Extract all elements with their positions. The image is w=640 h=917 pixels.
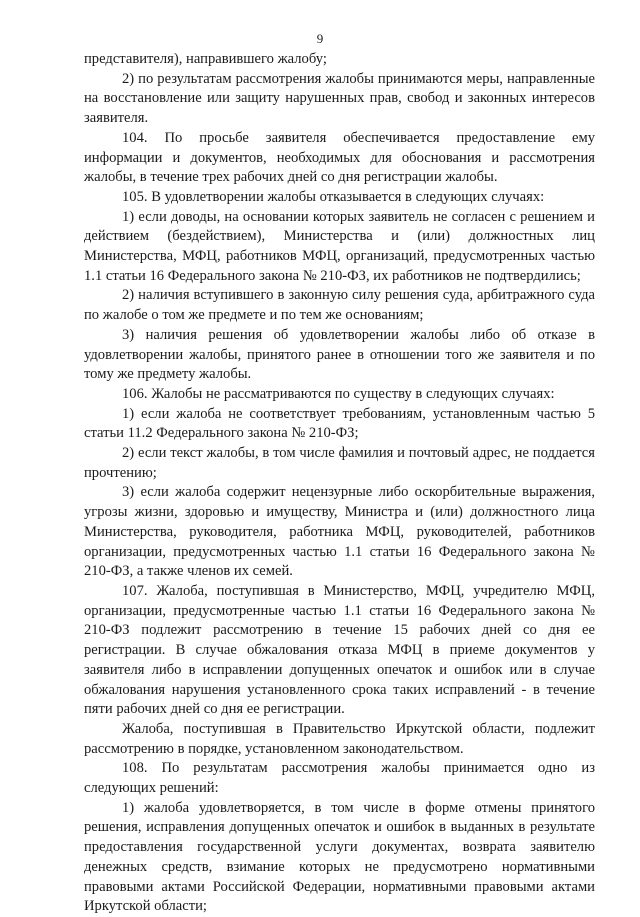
paragraph: 106. Жалобы не рассматриваются по существу в следующих случаях:: [122, 385, 555, 402]
paragraph: 2) по результатам рассмотрения жалобы принимаются меры, направленные на восстановление или защиту нарушенных прав, свобод и законных интересов заявителя.: [84, 70, 595, 127]
paragraph: 108. По результатам рассмотрения жалобы принимается одно из следующих решений:: [84, 760, 595, 797]
page-number: 9: [316, 31, 324, 46]
paragraph: 2) если текст жалобы, в том числе фамилия и почтовый адрес, не поддается прочтению;: [84, 445, 595, 481]
paragraph: 1) если доводы, на основании которых заявитель не согласен с решением и действием (бездействием), Министерства и (или) должностных лиц Министерства, МФЦ, работников МФЦ, организаций, предусмотренных частью 1.1 статьи 16 Федерального закона № 210-ФЗ, их работников не подтвердились;: [84, 208, 595, 284]
paragraph: Жалоба, поступившая в Правительство Иркутской области, подлежит рассмотрению в порядке, установленном законодательством.: [84, 720, 595, 757]
paragraph: 1) если жалоба не соответствует требованиям, установленным частью 5 статьи 11.2 Федерального закона № 210-ФЗ;: [84, 405, 595, 442]
document-body: [84, 50, 595, 917]
paragraph: 104. По просьбе заявителя обеспечивается предоставление ему информации и документов, необходимых для обоснования и рассмотрения жалобы, в течение трех рабочих дней со дня регистрации жалобы.: [84, 129, 595, 186]
paragraph: 1) жалоба удовлетворяется, в том числе в форме отмены принятого решения, исправления допущенных опечаток и ошибок в выданных в результате предоставления государственной услуги документах, возврата заявителю денежных средств, взимание которых не предусмотрено нормативными правовыми актами Российской Федерации, нормативными правовыми актами Иркутской области;: [84, 799, 595, 915]
paragraph: 105. В удовлетворении жалобы отказывается в следующих случаях:: [122, 188, 545, 205]
paragraph: 3) если жалоба содержит нецензурные либо оскорбительные выражения, угрозы жизни, здоровью и имуществу, Министра и (или) должностного лица Министерства, руководителя, работника МФЦ, руководителей, работников организации, предусмотренных частью 1.1 статьи 16 Федерального закона № 210-ФЗ, а также членов их семей.: [84, 484, 595, 580]
paragraph: 3) наличия решения об удовлетворении жалобы либо об отказе в удовлетворении жалобы, принятого ранее в отношении того же заявителя и по тому же предмету жалобы.: [84, 326, 595, 383]
paragraph: 107. Жалоба, поступившая в Министерство, МФЦ, учредителю МФЦ, организации, предусмотренные частью 1.1 статьи 16 Федерального закона № 210-ФЗ подлежит рассмотрению в течение 15 рабочих дней со дня ее регистрации. В случае обжалования отказа МФЦ в приеме документов у заявителя либо в исправлении допущенных опечаток и ошибок или в случае обжалования нарушения установленного срока таких исправлений - в течение пяти рабочих дней со дня ее регистрации.: [84, 582, 595, 718]
paragraph: представителя), направившего жалобу;: [84, 51, 327, 67]
paragraph: 2) наличия вступившего в законную силу решения суда, арбитражного суда по жалобе о том же предмете и по тем же основаниям;: [84, 287, 595, 324]
